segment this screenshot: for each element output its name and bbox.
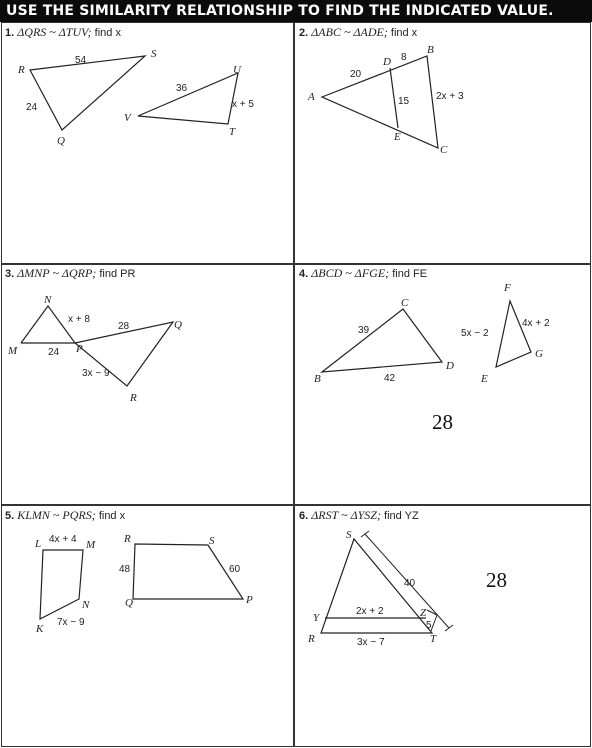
problem-1-figure: [0, 22, 292, 262]
problem-3-prompt: 3. ΔMNP ~ ΔQRP; find PR: [5, 266, 136, 280]
side-label: 5: [426, 620, 432, 631]
vertex-r: R: [130, 392, 137, 404]
vertex-p: P: [246, 594, 253, 606]
side-label: 3x − 7: [357, 637, 385, 648]
vertex-g: G: [535, 348, 543, 360]
vertex-l: L: [35, 538, 42, 550]
side-label: 8: [401, 52, 407, 63]
side-label: x + 8: [68, 314, 90, 325]
vertex-r: R: [308, 633, 315, 645]
worksheet-header: USE THE SIMILARITY RELATIONSHIP TO FIND THE INDICATED VALUE.: [0, 0, 592, 22]
side-label: 3x − 9: [82, 368, 110, 379]
problem-3-figure: [0, 264, 292, 504]
vertex-q: Q: [125, 597, 133, 609]
side-label: 42: [384, 373, 396, 384]
vertex-q: Q: [57, 135, 65, 147]
side-label: x + 5: [232, 99, 254, 110]
vertex-t: T: [229, 126, 236, 138]
side-label: 15: [398, 96, 410, 107]
vertex-r: R: [18, 64, 25, 76]
vertex-y: Y: [313, 612, 320, 624]
side-label: 60: [229, 564, 241, 575]
vertex-d: D: [383, 56, 391, 68]
vertex-e: E: [394, 131, 401, 143]
problem-2-figure: [294, 22, 590, 262]
vertex-b: B: [314, 373, 321, 385]
vertex-t: T: [430, 633, 437, 645]
vertex-a: A: [308, 91, 315, 103]
side-label: 48: [119, 564, 131, 575]
vertex-z: Z: [420, 607, 427, 619]
side-label: 36: [176, 83, 188, 94]
problem-1-prompt: 1. ΔQRS ~ ΔTUV; find x: [5, 25, 121, 39]
vertex-s: S: [151, 48, 157, 60]
side-label: 5x − 2: [461, 328, 489, 339]
vertex-e: E: [481, 373, 488, 385]
vertex-f: F: [504, 282, 511, 294]
side-label: 7x − 9: [57, 617, 85, 628]
vertex-u: U: [233, 64, 241, 76]
handwritten-answer-6: 28: [486, 568, 507, 592]
side-label: 39: [358, 325, 370, 336]
vertex-p: P: [76, 343, 83, 355]
side-label: 24: [48, 347, 60, 358]
side-label: 24: [26, 102, 38, 113]
vertex-m: M: [8, 345, 18, 357]
side-label: 2x + 2: [356, 606, 384, 617]
vertex-q: Q: [174, 319, 182, 331]
vertex-d: D: [446, 360, 454, 372]
side-label: 20: [350, 69, 362, 80]
vertex-v: V: [124, 112, 131, 124]
vertex-s: S: [209, 535, 215, 547]
vertex-n: N: [82, 599, 90, 611]
side-label: 40: [404, 578, 416, 589]
problem-5-prompt: 5. KLMN ~ PQRS; find x: [5, 508, 126, 522]
side-label: 4x + 2: [522, 318, 550, 329]
problem-4-prompt: 4. ΔBCD ~ ΔFGE; find FE: [299, 266, 428, 280]
vertex-s: S: [346, 529, 352, 541]
vertex-m: M: [86, 539, 96, 551]
vertex-b: B: [427, 44, 434, 56]
problem-4-figure: [294, 264, 590, 504]
side-label: 28: [118, 321, 130, 332]
side-label: 4x + 4: [49, 534, 77, 545]
vertex-k: K: [36, 623, 44, 635]
side-label: 54: [75, 55, 87, 66]
handwritten-answer-4: 28: [432, 410, 453, 434]
side-label: 2x + 3: [436, 91, 464, 102]
problem-6-prompt: 6. ΔRST ~ ΔYSZ; find YZ: [299, 508, 419, 522]
vertex-n: N: [44, 294, 52, 306]
vertex-c: C: [401, 297, 409, 309]
problem-6-figure: [294, 505, 590, 747]
vertex-r: R: [124, 533, 131, 545]
vertex-c: C: [440, 144, 448, 156]
problem-5-figure: [0, 505, 292, 747]
problem-2-prompt: 2. ΔABC ~ ΔADE; find x: [299, 25, 418, 39]
